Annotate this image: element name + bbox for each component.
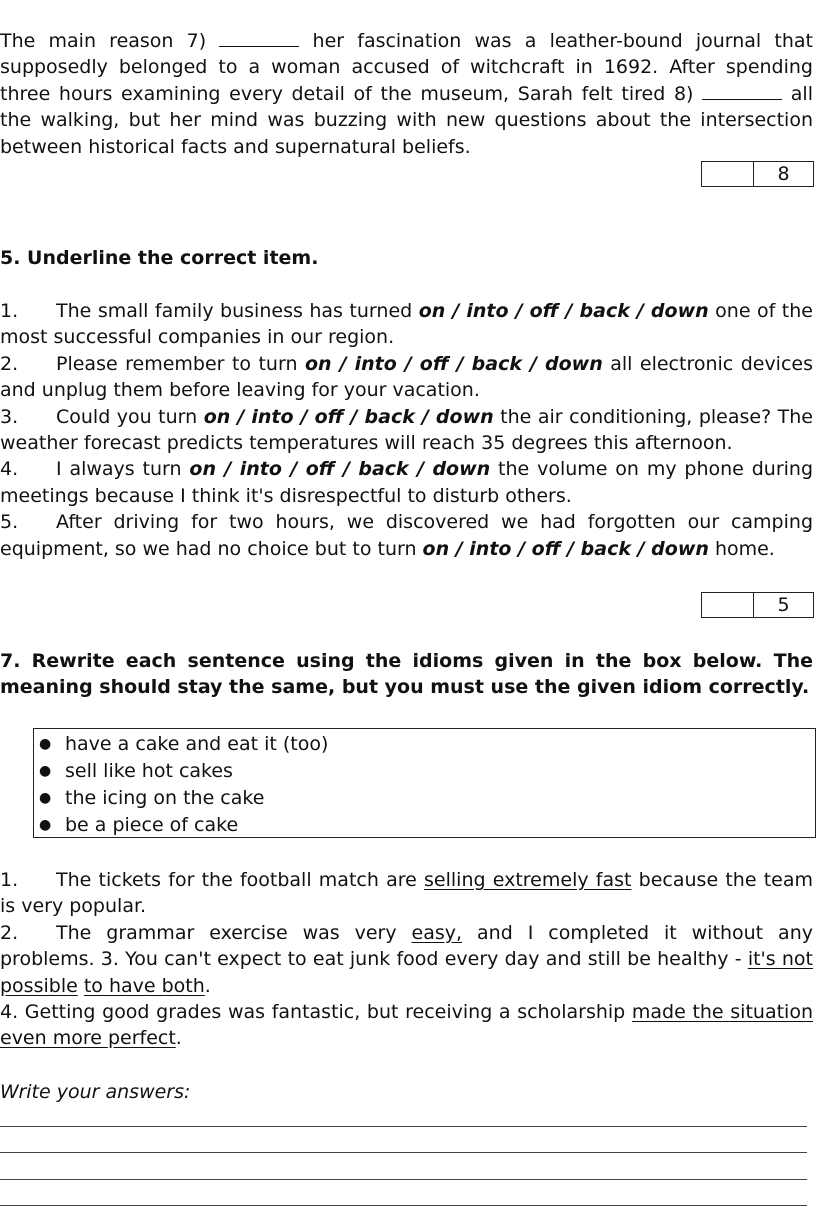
- underlined-phrase: made the situation even more perfect: [0, 1001, 813, 1050]
- item-text: the volume on my phone during meetings because I think it's disrespectful to disturb others.: [0, 458, 814, 507]
- gap-8[interactable]: [702, 81, 782, 100]
- idiom-item: [34, 731, 815, 758]
- item-number: 3.: [0, 405, 19, 428]
- answer-line[interactable]: [0, 1205, 807, 1206]
- options-choice[interactable]: on / into / off / back / down: [203, 405, 494, 428]
- score-blank-cell[interactable]: [702, 593, 754, 617]
- intro-text-3: all the walking, but her mind was buzzing with new questions about the intersection between historical facts and supernatural beliefs.: [0, 82, 813, 158]
- section7-heading: 7. Rewrite each sentence using the idioms given in the box below. The meaning should stay the same, but you must use the given idiom correctly.: [0, 650, 813, 699]
- options-choice[interactable]: on / into / off / back / down: [304, 352, 603, 375]
- sentence-text: .: [204, 974, 211, 997]
- options-choice[interactable]: on / into / off / back / down: [189, 458, 491, 481]
- item-text: home.: [708, 537, 775, 560]
- intro-text-1: The main reason 7): [0, 30, 220, 52]
- item-number: 2.: [0, 352, 19, 375]
- item-number: 1.: [0, 300, 19, 322]
- answer-line[interactable]: [0, 1179, 807, 1180]
- section7-sentences: [0, 867, 813, 1052]
- underlined-phrase: to have both: [83, 974, 205, 997]
- list-item: [0, 509, 813, 562]
- score-value: 5: [777, 594, 790, 616]
- idiom-item: [34, 785, 815, 812]
- item-text: all electronic devices and unplug them before leaving for your vacation.: [0, 352, 813, 402]
- sentence-text: The grammar exercise was very: [56, 921, 412, 944]
- idiom-text: be a piece of cake: [65, 814, 239, 836]
- idiom-item: [34, 812, 815, 839]
- answer-line[interactable]: [0, 1126, 807, 1127]
- bullet-icon: ●: [39, 790, 52, 806]
- item-number: 5.: [0, 511, 19, 534]
- item-number: 2.: [0, 921, 19, 944]
- list-item: [0, 404, 813, 457]
- sentence-text: .: [175, 1027, 182, 1050]
- list-item: [0, 351, 813, 404]
- idiom-text: the icing on the cake: [65, 787, 265, 809]
- score-box-1: [701, 161, 814, 187]
- idiom-text: have a cake and eat it (too): [65, 733, 329, 755]
- underlined-phrase: it's not possible: [0, 948, 814, 997]
- list-item: [0, 298, 813, 351]
- bullet-icon: ●: [39, 817, 52, 833]
- sentence-text: The tickets for the football match are: [56, 869, 425, 891]
- section5-heading: 5. Underline the correct item.: [0, 247, 319, 269]
- item-text: one of the most successful companies in our region.: [0, 300, 813, 349]
- sentence-2-3: [0, 920, 813, 999]
- options-choice[interactable]: on / into / off / back / down: [418, 300, 709, 322]
- options-choice[interactable]: on / into / off / back / down: [422, 537, 709, 560]
- sentence-text: 4. Getting good grades was fantastic, but receiving a scholarship: [0, 1001, 632, 1024]
- bullet-icon: ●: [39, 736, 52, 752]
- score-value: 8: [777, 163, 790, 185]
- sentence-text: and I completed it without any problems. 3. You can't expect to eat junk food every day and still be healthy -: [0, 921, 813, 971]
- item-number: 4.: [0, 458, 19, 481]
- underlined-phrase: easy,: [411, 921, 463, 944]
- item-text: I always turn: [56, 458, 190, 481]
- item-text: Could you turn: [56, 405, 204, 428]
- intro-paragraph: [0, 28, 813, 160]
- score-blank-cell[interactable]: [702, 162, 754, 186]
- list-item: [0, 456, 813, 509]
- item-text: Please remember to turn: [56, 352, 305, 375]
- idiom-text: sell like hot cakes: [65, 760, 233, 782]
- underlined-phrase: selling extremely fast: [424, 869, 632, 891]
- sentence-text: because the team is very popular.: [0, 869, 813, 918]
- section5-list: [0, 298, 813, 562]
- item-text: After driving for two hours, we discovered we had forgotten our camping equipment, so we had no choice but to turn: [0, 511, 813, 560]
- gap-7[interactable]: [219, 28, 299, 47]
- item-text: The small family business has turned: [56, 300, 419, 322]
- answer-line[interactable]: [0, 1152, 807, 1153]
- idiom-item: [34, 758, 815, 785]
- intro-text-2: her fascination was a leather-bound journal that supposedly belonged to a woman accused of witchcraft in 1692. After spending three hours examining every detail of the museum, Sarah felt tired 8): [0, 30, 813, 105]
- idiom-box: [33, 728, 816, 838]
- answers-label: Write your answers:: [0, 1081, 191, 1103]
- sentence-4: [0, 999, 813, 1052]
- bullet-icon: ●: [39, 763, 52, 779]
- item-text: the air conditioning, please? The weather forecast predicts temperatures will reach 35 degrees this afternoon.: [0, 405, 813, 455]
- score-box-2: [701, 592, 814, 618]
- sentence-1: [0, 867, 813, 920]
- item-number: 1.: [0, 869, 19, 891]
